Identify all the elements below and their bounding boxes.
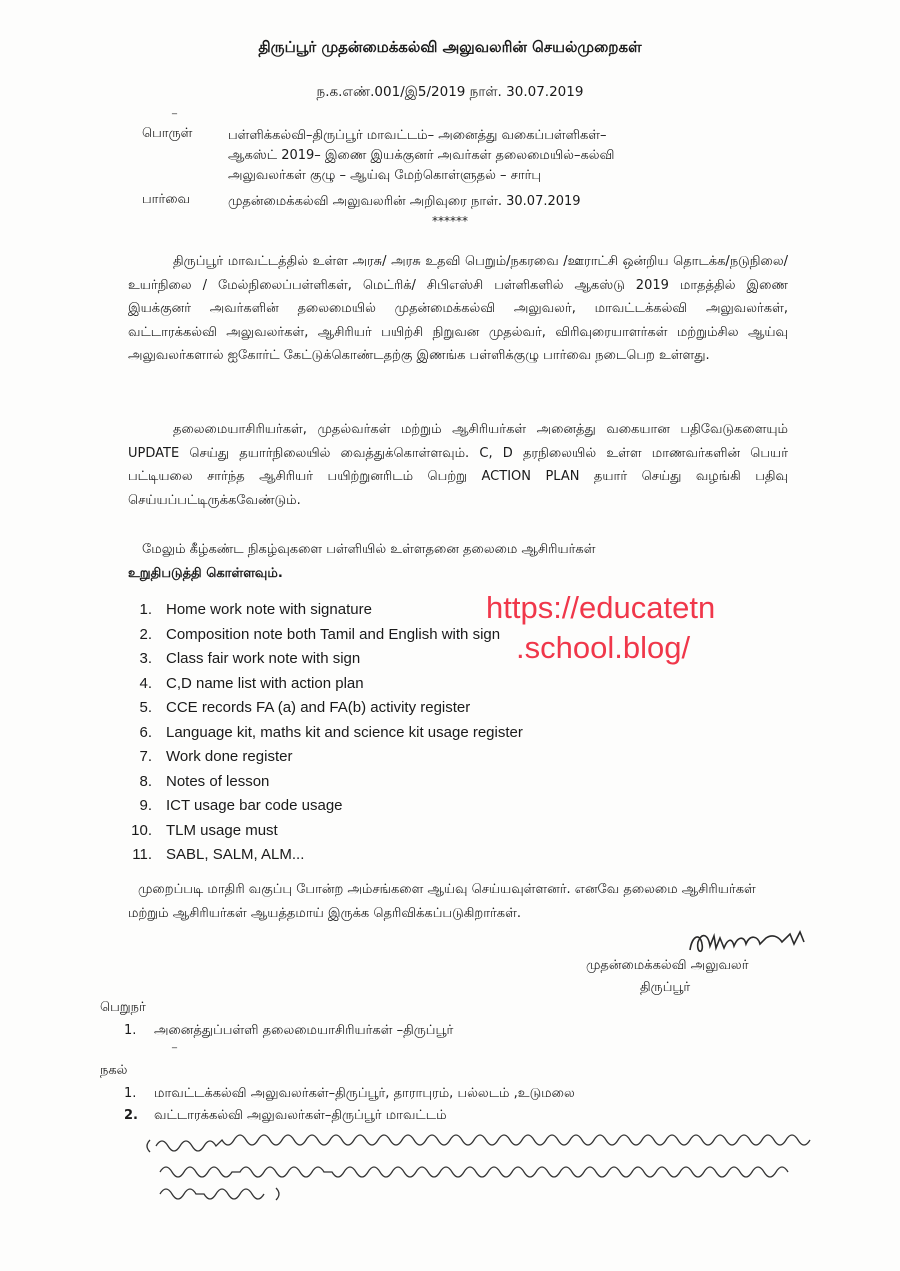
list-item: 10. TLM usage must	[131, 821, 278, 839]
recipient-item: 1. அனைத்துப்பள்ளி தலைமையாசிரியர்கள் –திருப்பூர்	[124, 1023, 454, 1038]
list-item: 1. Home work note with signature	[139, 601, 372, 618]
list-item: 3. Class fair work note with sign	[139, 650, 361, 667]
scan-mark: _	[172, 104, 177, 115]
handwritten-note	[146, 1126, 846, 1206]
signatory-designation: முதன்மைக்கல்வி அலுவலர்	[586, 958, 749, 973]
list-item: 8. Notes of lesson	[139, 772, 270, 790]
signatory-place: திருப்பூர்	[640, 980, 691, 995]
list-item: 11. SABL, SALM, ALM...	[132, 846, 305, 863]
scan-mark: _	[172, 1038, 177, 1049]
reference-label: பார்வை	[142, 192, 191, 207]
list-item: 4. C,D name list with action plan	[139, 674, 364, 692]
subject-text	[228, 126, 793, 186]
watermark-url[interactable]	[486, 588, 715, 668]
subject-label: பொருள்	[142, 126, 193, 141]
list-item: 7. Work done register	[139, 748, 293, 765]
document-title: திருப்பூர் முதன்மைக்கல்வி அலுவலரின் செயல்முறைகள்	[258, 38, 642, 56]
closing-paragraph: முறைப்படி மாதிரி வகுப்பு போன்ற அம்சங்களை ஆய்வு செய்யவுள்ளனர். எனவே தலைமை ஆசிரியர்கள் மற்றும் ஆசிரியர்கள் ஆயத்தமாய் இருக்க தெரிவிக்கப்படுகிறார்கள்.	[128, 882, 756, 921]
subject-line-2: ஆகஸ்ட் 2019– இணை இயக்குனர் அவர்கள் தலைமையில்–கல்வி	[228, 148, 615, 163]
subject-line-3: அலுவலர்கள் குழு – ஆய்வு மேற்கொள்ளுதல் – சார்பு	[228, 168, 542, 183]
subject-line-1: பள்ளிக்கல்வி–திருப்பூர் மாவட்டம்– அனைத்து வகைப்பள்ளிகள்–	[228, 128, 607, 143]
paragraph-2: தலைமையாசிரியர்கள், முதல்வர்கள் மற்றும் ஆசிரியர்கள் அனைத்து வகையான பதிவேடுகளையும் UPDATE செய்து தயார்நிலையில் வைத்துக்கொள்ளவும். C, D தரநிலையில் உள்ள மாணவர்களின் பெயர் பட்டியலை சார்ந்த ஆசிரியர் பயிற்றுனரிடம் பெற்று ACTION PLAN தயார் செய்து வழங்கி பதிவு செய்யப்பட்டிருக்கவேண்டும்.	[128, 422, 788, 508]
watermark-line-2[interactable]: .school.blog/	[516, 630, 691, 665]
checklist	[120, 598, 523, 868]
copy-to-item: 2. வட்டாரக்கல்வி அலுவலர்கள்–திருப்பூர் மாவட்டம்	[124, 1108, 447, 1123]
copy-to-label: நகல்	[100, 1063, 128, 1078]
reference-number: ந.க.எண்.001/இ5/2019 நாள். 30.07.2019	[316, 84, 584, 100]
paragraph-3-line-2: உறுதிபடுத்தி கொள்ளவும்.	[128, 566, 283, 581]
list-item: 5. CCE records FA (a) and FA(b) activity register	[139, 699, 471, 716]
watermark-line-1[interactable]: https://educatetn	[486, 590, 716, 625]
reference-text: முதன்மைக்கல்வி அலுவலரின் அறிவுரை நாள். 30.07.2019	[228, 194, 581, 209]
list-item: 2. Composition note both Tamil and English with sign	[139, 625, 501, 643]
recipients-label: பெறுநர்	[100, 1000, 146, 1015]
signature-scrawl	[686, 924, 816, 960]
separator-stars: ******	[432, 214, 468, 228]
paragraph-1: திருப்பூர் மாவட்டத்தில் உள்ள அரசு/ அரசு உதவி பெறும்/நகரவை /ஊராட்சி ஒன்றிய தொடக்க/நடுநிலை/உயர்நிலை / மேல்நிலைப்பள்ளிகள், மெட்ரிக்/ சிபிஎஸ்சி பள்ளிகளில் ஆகஸ்டு 2019 மாதத்தில் இணை இயக்குனர் அவர்களின் தலைமையில் முதன்மைக்கல்வி அலுவலர், மாவட்டக்கல்வி அலுவலர்கள், வட்டாரக்கல்வி அலுவலர்கள், ஆசிரியர் பயிற்சி நிறுவன முதல்வர், விரிவுரையாளர்கள் மற்றும்சில ஆய்வு அலுவலர்களால் ஐகோர்ட் கேட்டுக்கொண்டதற்கு இணங்க பள்ளிக்குழு பார்வை நடைபெற உள்ளது.	[128, 254, 788, 363]
list-item: 6. Language kit, maths kit and science kit usage register	[139, 723, 523, 741]
copy-to-item: 1. மாவட்டக்கல்வி அலுவலர்கள்–திருப்பூர், தாராபுரம், பல்லடம் ,உடுமலை	[124, 1086, 575, 1101]
paragraph-3-line-1: மேலும் கீழ்கண்ட நிகழ்வுகளை பள்ளியில் உள்ளதனை தலைமை ஆசிரியர்கள்	[142, 542, 596, 557]
list-item: 9. ICT usage bar code usage	[139, 797, 343, 814]
